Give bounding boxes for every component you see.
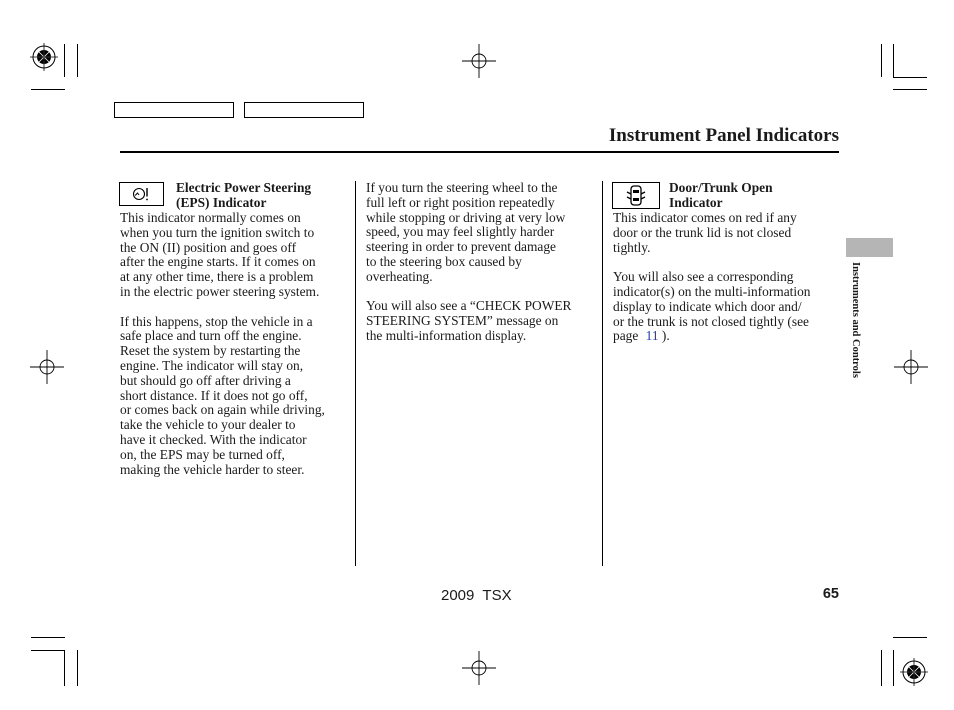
column-1-body — [120, 211, 352, 477]
crosshair-left-icon — [30, 350, 64, 384]
eps-heading-line2: (EPS) Indicator — [176, 194, 267, 210]
page-ref-prefix: page — [613, 328, 642, 344]
eps-heading-line1: Electric Power Steering — [176, 180, 312, 195]
text-line: speed, you may feel slightly harder — [366, 224, 555, 240]
crosshair-right-icon — [894, 350, 928, 384]
text-line: You will also see a corresponding — [613, 269, 794, 285]
text-line: in the electric power steering system. — [120, 283, 320, 299]
column-2-body — [366, 181, 598, 344]
text-line: or the trunk is not closed tightly (see — [613, 313, 809, 329]
title-rule — [120, 151, 839, 153]
text-line — [613, 329, 843, 344]
text-line: short distance. If it does not go off, — [120, 387, 308, 403]
text-line: when you turn the ignition switch to — [120, 224, 315, 240]
text-line: take the vehicle to your dealer to — [120, 417, 296, 433]
text-line: overheating. — [366, 268, 433, 284]
column-3-body — [613, 211, 843, 344]
text-line: safe place and turn off the engine. — [120, 328, 302, 344]
text-line: have it checked. With the indicator — [120, 431, 307, 447]
text-line: Reset the system by restarting the — [120, 343, 301, 359]
page-number: 65 — [822, 586, 839, 602]
text-line: tightly. — [613, 239, 651, 255]
eps-warning-icon — [120, 183, 163, 205]
registration-mark-bottom-right-icon — [899, 657, 929, 687]
text-line: You will also see a “CHECK POWER — [366, 298, 572, 314]
text-line: on, the EPS may be turned off, — [120, 446, 285, 462]
page-title: Instrument Panel Indicators — [608, 125, 839, 146]
nav-tab-box-2[interactable] — [244, 102, 364, 118]
text-line: steering in order to prevent damage — [366, 239, 556, 255]
text-line: If you turn the steering wheel to the — [366, 180, 558, 195]
text-line: This indicator comes on red if any — [613, 210, 797, 225]
door-heading-line2: Indicator — [669, 194, 723, 210]
text-line: or comes back on again while driving, — [120, 402, 325, 418]
crosshair-top-icon — [462, 44, 496, 78]
door-heading — [669, 181, 773, 211]
column-divider-1 — [355, 181, 356, 566]
door-open-car-icon — [613, 183, 659, 208]
text-line: STEERING SYSTEM” message on — [366, 313, 559, 329]
text-line: the multi-information display. — [366, 327, 527, 343]
section-label-text: Instruments and Controls — [850, 262, 861, 378]
page-link[interactable]: 11 — [645, 328, 659, 344]
text-line: full left or right position repeatedly — [366, 194, 555, 210]
text-line: after the engine starts. If it comes on — [120, 254, 316, 270]
text-line: but should go off after driving a — [120, 372, 291, 388]
text-line: display to indicate which door and/ — [613, 298, 802, 314]
door-heading-line1: Door/Trunk Open — [669, 180, 773, 195]
crosshair-bottom-icon — [462, 651, 496, 685]
text-line: This indicator normally comes on — [120, 210, 301, 225]
text-line: engine. The indicator will stay on, — [120, 357, 304, 373]
column-divider-2 — [602, 181, 603, 566]
footer-model: 2009 TSX — [441, 587, 512, 604]
text-line: door or the trunk lid is not closed — [613, 224, 792, 240]
section-label — [848, 262, 862, 407]
door-indicator-box — [612, 182, 660, 209]
registration-mark-top-left-icon — [29, 42, 59, 72]
eps-indicator-box — [119, 182, 164, 206]
nav-tab-box-1[interactable] — [114, 102, 234, 118]
eps-heading — [176, 181, 311, 211]
text-line: while stopping or driving at very low — [366, 209, 566, 225]
page-ref-suffix: ). — [658, 328, 670, 344]
text-line: the ON (II) position and goes off — [120, 239, 297, 255]
text-line: to the steering box caused by — [366, 253, 522, 269]
section-tab — [846, 238, 893, 257]
text-line: making the vehicle harder to steer. — [120, 461, 305, 477]
text-line: indicator(s) on the multi-information — [613, 283, 811, 299]
text-line: If this happens, stop the vehicle in a — [120, 313, 313, 329]
text-line: at any other time, there is a problem — [120, 269, 314, 285]
